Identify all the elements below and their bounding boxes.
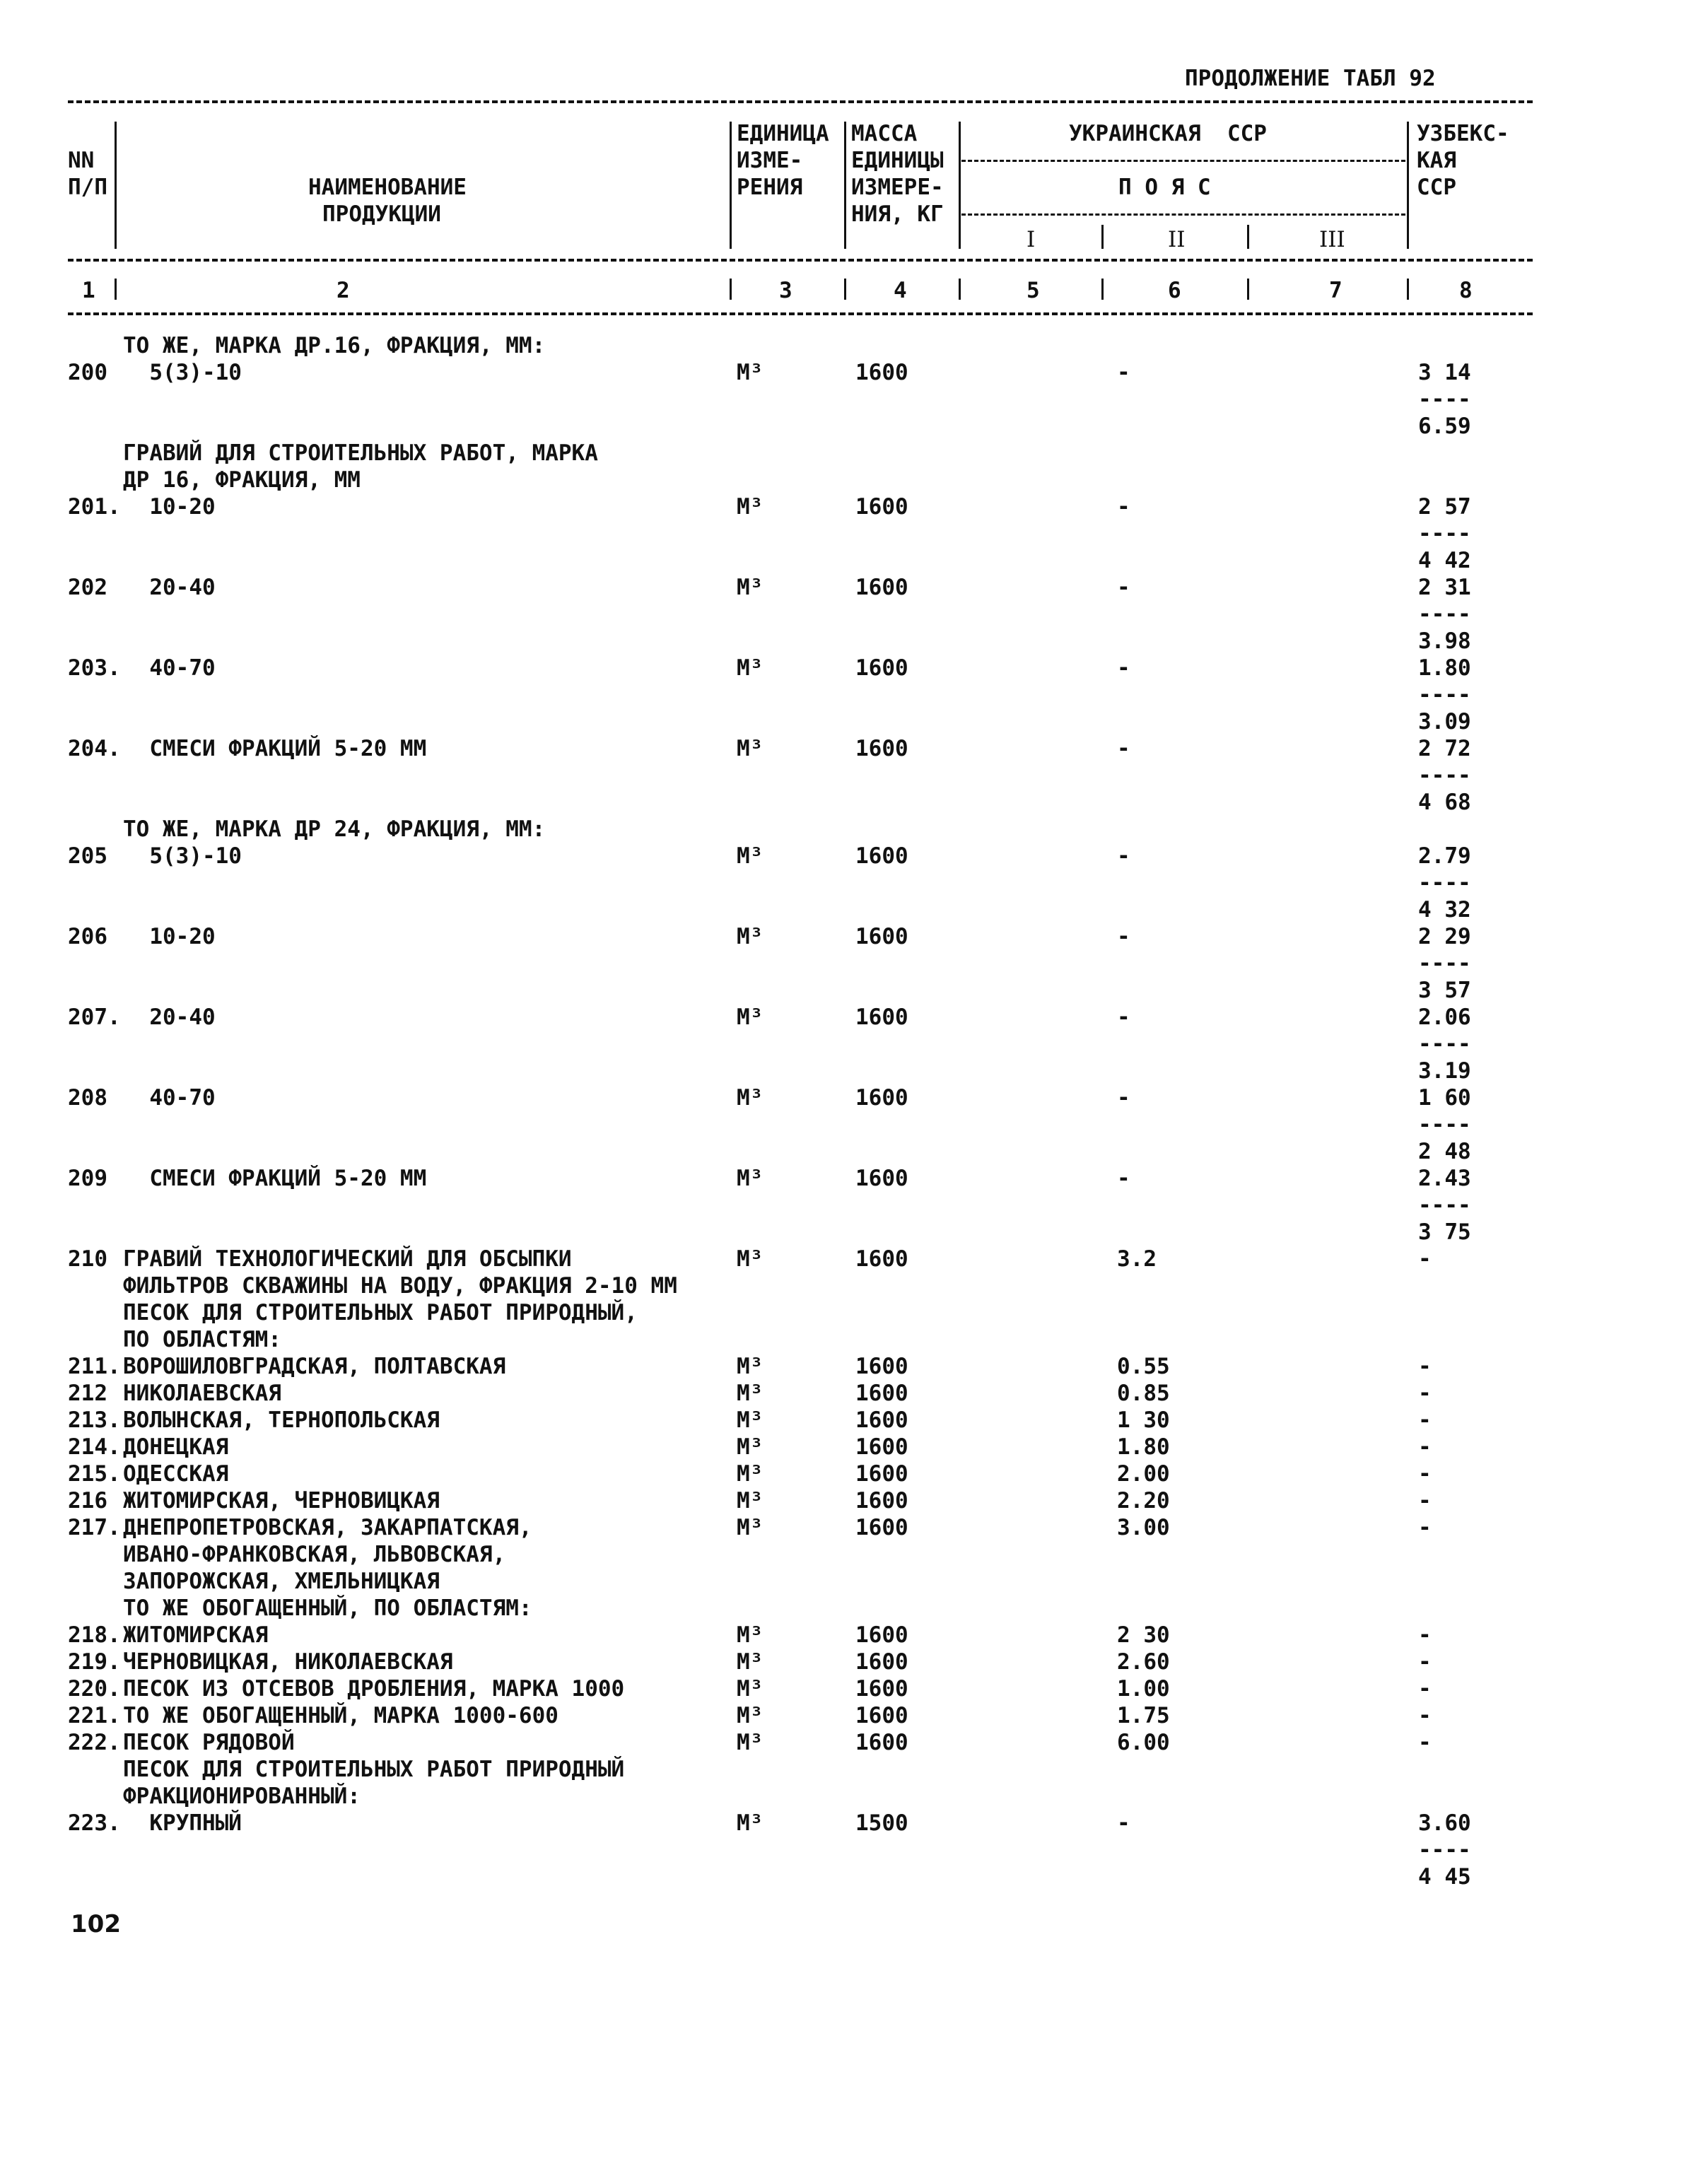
column-number-rule <box>68 312 1533 315</box>
header-divider-zone-1 <box>1101 225 1104 249</box>
header-top-rule <box>68 100 1533 103</box>
row-uzbek-value: 4 32 <box>1418 897 1471 923</box>
row-number: 206 <box>68 924 107 949</box>
row-number: 200 <box>68 360 107 385</box>
row-zone-value: - <box>1117 924 1130 949</box>
col-number-5: 5 <box>1026 278 1040 303</box>
row-product-name: 20-40 <box>123 1005 216 1030</box>
row-product-name: ЖИТОМИРСКАЯ <box>123 1622 269 1648</box>
header-zone-1: I <box>1026 227 1036 252</box>
row-zone-value: 2.20 <box>1117 1488 1170 1514</box>
header-poyas: П О Я С <box>1118 175 1211 200</box>
row-product-name: ДР 16, ФРАКЦИЯ, ММ <box>123 467 361 493</box>
continuation-label: ПРОДОЛЖЕНИЕ ТАБЛ 92 <box>1185 66 1436 91</box>
row-uzbek-value: - <box>1418 1407 1432 1433</box>
row-product-name: СМЕСИ ФРАКЦИЙ 5-20 ММ <box>123 736 427 761</box>
row-number: 215. <box>68 1461 121 1487</box>
row-uzbek-value: 2 48 <box>1418 1139 1471 1164</box>
row-number: 201. <box>68 494 121 520</box>
row-unit: М³ <box>737 360 764 385</box>
header-divider-4 <box>959 122 961 249</box>
row-product-name: ВОРОШИЛОВГРАДСКАЯ, ПОЛТАВСКАЯ <box>123 1354 506 1379</box>
row-uzbek-value: ---- <box>1418 763 1471 788</box>
row-number: 207. <box>68 1005 121 1030</box>
header-pp: П/П <box>68 175 107 200</box>
row-uzbek-value: - <box>1418 1515 1432 1540</box>
row-uzbek-value: - <box>1418 1622 1432 1648</box>
row-zone-value: - <box>1117 1166 1130 1191</box>
row-number: 211. <box>68 1354 121 1379</box>
row-zone-value: 1.80 <box>1117 1434 1170 1460</box>
col-number-divider-4 <box>959 279 961 300</box>
row-unit: М³ <box>737 1488 764 1514</box>
row-unit: М³ <box>737 1649 764 1675</box>
row-uzbek-value: - <box>1418 1703 1432 1728</box>
row-mass: 1600 <box>855 655 908 681</box>
row-number: 203. <box>68 655 121 681</box>
row-zone-value: - <box>1117 655 1130 681</box>
row-mass: 1600 <box>855 1166 908 1191</box>
header-uzbek-1: УЗБЕКС- <box>1417 121 1509 146</box>
row-product-name: 5(3)-10 <box>123 843 242 869</box>
row-uzbek-value: ---- <box>1418 1837 1471 1863</box>
row-product-name: ДОНЕЦКАЯ <box>123 1434 229 1460</box>
row-number: 213. <box>68 1407 121 1433</box>
header-zone-3: III <box>1319 227 1345 252</box>
row-number: 208 <box>68 1085 107 1111</box>
row-zone-value: - <box>1117 494 1130 520</box>
row-uzbek-value: 3.09 <box>1418 709 1471 734</box>
row-zone-value: - <box>1117 360 1130 385</box>
row-uzbek-value: ---- <box>1418 602 1471 627</box>
row-product-name: ЗАПОРОЖСКАЯ, ХМЕЛЬНИЦКАЯ <box>123 1569 440 1594</box>
row-uzbek-value: ---- <box>1418 387 1471 412</box>
row-uzbek-value: 2.79 <box>1418 843 1471 869</box>
row-uzbek-value: - <box>1418 1488 1432 1514</box>
row-unit: М³ <box>737 924 764 949</box>
row-product-name: НИКОЛАЕВСКАЯ <box>123 1381 281 1406</box>
row-uzbek-value: 4 45 <box>1418 1864 1471 1890</box>
row-unit: М³ <box>737 1622 764 1648</box>
col-number-8: 8 <box>1459 278 1473 303</box>
row-product-name: ТО ЖЕ, МАРКА ДР 24, ФРАКЦИЯ, ММ: <box>123 816 546 842</box>
col-number-4: 4 <box>894 278 907 303</box>
col-number-2: 2 <box>337 278 350 303</box>
row-product-name: ГРАВИЙ ДЛЯ СТРОИТЕЛЬНЫХ РАБОТ, МАРКА <box>123 440 598 466</box>
row-unit: М³ <box>737 575 764 600</box>
row-unit: М³ <box>737 1461 764 1487</box>
row-product-name: ЧЕРНОВИЦКАЯ, НИКОЛАЕВСКАЯ <box>123 1649 453 1675</box>
row-product-name: 10-20 <box>123 924 216 949</box>
row-mass: 1600 <box>855 1461 908 1487</box>
row-unit: М³ <box>737 655 764 681</box>
row-product-name: ФРАКЦИОНИРОВАННЫЙ: <box>123 1784 361 1809</box>
row-uzbek-value: ---- <box>1418 682 1471 708</box>
row-number: 221. <box>68 1703 121 1728</box>
row-mass: 1600 <box>855 843 908 869</box>
row-product-name: КРУПНЫЙ <box>123 1810 242 1836</box>
row-unit: М³ <box>737 736 764 761</box>
row-uzbek-value: 1.80 <box>1418 655 1471 681</box>
col-number-1: 1 <box>82 278 95 303</box>
row-uzbek-value: - <box>1418 1676 1432 1702</box>
row-unit: М³ <box>737 494 764 520</box>
row-mass: 1600 <box>855 575 908 600</box>
row-mass: 1600 <box>855 736 908 761</box>
header-mass-4: НИЯ, КГ <box>851 201 944 227</box>
col-number-divider-3 <box>844 279 846 300</box>
row-mass: 1600 <box>855 1676 908 1702</box>
row-number: 210 <box>68 1246 107 1272</box>
row-number: 214. <box>68 1434 121 1460</box>
row-zone-value: 2 30 <box>1117 1622 1170 1648</box>
row-uzbek-value: ---- <box>1418 951 1471 976</box>
row-uzbek-value: 2 29 <box>1418 924 1471 949</box>
row-product-name: ТО ЖЕ ОБОГАЩЕННЫЙ, ПО ОБЛАСТЯМ: <box>123 1596 532 1621</box>
row-mass: 1600 <box>855 1488 908 1514</box>
row-zone-value: 3.2 <box>1117 1246 1157 1272</box>
row-unit: М³ <box>737 1730 764 1755</box>
col-number-divider-6 <box>1247 279 1249 300</box>
row-uzbek-value: - <box>1418 1649 1432 1675</box>
row-unit: М³ <box>737 1381 764 1406</box>
row-uzbek-value: 3 14 <box>1418 360 1471 385</box>
row-uzbek-value: - <box>1418 1246 1432 1272</box>
row-zone-value: - <box>1117 1810 1130 1836</box>
row-zone-value: 2.60 <box>1117 1649 1170 1675</box>
row-unit: М³ <box>737 1810 764 1836</box>
row-uzbek-value: 3.60 <box>1418 1810 1471 1836</box>
row-mass: 1600 <box>855 1434 908 1460</box>
col-number-3: 3 <box>779 278 792 303</box>
row-product-name: 20-40 <box>123 575 216 600</box>
row-product-name: 40-70 <box>123 1085 216 1111</box>
row-uzbek-value: - <box>1418 1461 1432 1487</box>
row-number: 223. <box>68 1810 121 1836</box>
row-zone-value: - <box>1117 575 1130 600</box>
header-unit-3: РЕНИЯ <box>737 175 803 200</box>
row-product-name: ПО ОБЛАСТЯМ: <box>123 1327 281 1352</box>
row-product-name: ЖИТОМИРСКАЯ, ЧЕРНОВИЦКАЯ <box>123 1488 440 1514</box>
row-uzbek-value: ---- <box>1418 521 1471 546</box>
header-divider-2 <box>730 122 732 249</box>
row-product-name: ИВАНО-ФРАНКОВСКАЯ, ЛЬВОВСКАЯ, <box>123 1542 506 1567</box>
row-product-name: ПЕСОК ДЛЯ СТРОИТЕЛЬНЫХ РАБОТ ПРИРОДНЫЙ, <box>123 1300 638 1325</box>
row-product-name: СМЕСИ ФРАКЦИЙ 5-20 ММ <box>123 1166 427 1191</box>
row-zone-value: 6.00 <box>1117 1730 1170 1755</box>
header-mass-3: ИЗМЕРЕ- <box>851 175 944 200</box>
header-divider-3 <box>844 122 846 249</box>
row-uzbek-value: 3 57 <box>1418 978 1471 1003</box>
ukraine-rule <box>961 160 1405 162</box>
row-number: 219. <box>68 1649 121 1675</box>
header-unit-1: ЕДИНИЦА <box>737 121 829 146</box>
row-uzbek-value: ---- <box>1418 1193 1471 1218</box>
row-mass: 1600 <box>855 1246 908 1272</box>
row-uzbek-value: - <box>1418 1354 1432 1379</box>
col-number-divider-5 <box>1101 279 1104 300</box>
row-unit: М³ <box>737 843 764 869</box>
header-nn: NN <box>68 148 95 173</box>
row-mass: 1600 <box>855 494 908 520</box>
row-product-name: ОДЕССКАЯ <box>123 1461 229 1487</box>
row-uzbek-value: - <box>1418 1730 1432 1755</box>
row-mass: 1600 <box>855 1703 908 1728</box>
row-number: 212 <box>68 1381 107 1406</box>
row-unit: М³ <box>737 1515 764 1540</box>
row-mass: 1600 <box>855 1649 908 1675</box>
row-uzbek-value: 2 31 <box>1418 575 1471 600</box>
row-unit: М³ <box>737 1246 764 1272</box>
row-uzbek-value: ---- <box>1418 1031 1471 1057</box>
row-zone-value: 1.75 <box>1117 1703 1170 1728</box>
col-number-7: 7 <box>1329 278 1343 303</box>
row-mass: 1500 <box>855 1810 908 1836</box>
row-zone-value: 1 30 <box>1117 1407 1170 1433</box>
row-product-name: 5(3)-10 <box>123 360 242 385</box>
row-uzbek-value: 4 42 <box>1418 548 1471 573</box>
row-unit: М³ <box>737 1407 764 1433</box>
row-zone-value: - <box>1117 1005 1130 1030</box>
row-product-name: ТО ЖЕ, МАРКА ДР.16, ФРАКЦИЯ, ММ: <box>123 333 546 358</box>
col-number-6: 6 <box>1168 278 1181 303</box>
header-divider-zone-2 <box>1247 225 1249 249</box>
header-mass-2: ЕДИНИЦЫ <box>851 148 944 173</box>
row-zone-value: 3.00 <box>1117 1515 1170 1540</box>
header-divider-5 <box>1407 122 1409 249</box>
row-uzbek-value: 4 68 <box>1418 790 1471 815</box>
header-name-1: НАИМЕНОВАНИЕ <box>308 175 467 200</box>
header-uzbek-3: ССР <box>1417 175 1456 200</box>
row-number: 217. <box>68 1515 121 1540</box>
row-uzbek-value: ---- <box>1418 1112 1471 1137</box>
row-uzbek-value: - <box>1418 1434 1432 1460</box>
row-mass: 1600 <box>855 1354 908 1379</box>
row-uzbek-value: 3 75 <box>1418 1219 1471 1245</box>
row-product-name: ПЕСОК ИЗ ОТСЕВОВ ДРОБЛЕНИЯ, МАРКА 1000 <box>123 1676 625 1702</box>
row-uzbek-value: - <box>1418 1381 1432 1406</box>
row-zone-value: 0.55 <box>1117 1354 1170 1379</box>
page-number: 102 <box>71 1910 121 1938</box>
row-mass: 1600 <box>855 924 908 949</box>
row-uzbek-value: 2.06 <box>1418 1005 1471 1030</box>
row-unit: М³ <box>737 1166 764 1191</box>
row-zone-value: - <box>1117 736 1130 761</box>
row-unit: М³ <box>737 1354 764 1379</box>
header-ukraine: УКРАИНСКАЯ ССР <box>1069 121 1267 146</box>
row-number: 204. <box>68 736 121 761</box>
header-divider-1 <box>115 122 117 249</box>
row-unit: М³ <box>737 1434 764 1460</box>
row-unit: М³ <box>737 1676 764 1702</box>
row-uzbek-value: 3.98 <box>1418 628 1471 654</box>
header-mass-1: МАССА <box>851 121 918 146</box>
row-product-name: 10-20 <box>123 494 216 520</box>
row-mass: 1600 <box>855 1381 908 1406</box>
header-zone-2: II <box>1168 227 1186 252</box>
row-number: 205 <box>68 843 107 869</box>
row-mass: 1600 <box>855 1730 908 1755</box>
row-number: 222. <box>68 1730 121 1755</box>
row-mass: 1600 <box>855 1085 908 1111</box>
row-mass: 1600 <box>855 1622 908 1648</box>
row-product-name: ФИЛЬТРОВ СКВАЖИНЫ НА ВОДУ, ФРАКЦИЯ 2-10 ММ <box>123 1273 677 1299</box>
row-product-name: ВОЛЫНСКАЯ, ТЕРНОПОЛЬСКАЯ <box>123 1407 440 1433</box>
header-bottom-rule <box>68 259 1533 262</box>
row-product-name: ТО ЖЕ ОБОГАЩЕННЫЙ, МАРКА 1000-600 <box>123 1703 558 1728</box>
row-zone-value: - <box>1117 843 1130 869</box>
row-uzbek-value: 1 60 <box>1418 1085 1471 1111</box>
row-product-name: ДНЕПРОПЕТРОВСКАЯ, ЗАКАРПАТСКАЯ, <box>123 1515 532 1540</box>
poyas-rule <box>961 213 1405 216</box>
row-zone-value: 1.00 <box>1117 1676 1170 1702</box>
row-number: 202 <box>68 575 107 600</box>
row-zone-value: 2.00 <box>1117 1461 1170 1487</box>
col-number-divider-2 <box>730 279 732 300</box>
row-product-name: ГРАВИЙ ТЕХНОЛОГИЧЕСКИЙ ДЛЯ ОБСЫПКИ <box>123 1246 572 1272</box>
row-zone-value: 0.85 <box>1117 1381 1170 1406</box>
row-number: 209 <box>68 1166 107 1191</box>
row-mass: 1600 <box>855 1407 908 1433</box>
row-number: 220. <box>68 1676 121 1702</box>
row-uzbek-value: 6.59 <box>1418 414 1471 439</box>
row-product-name: ПЕСОК РЯДОВОЙ <box>123 1730 295 1755</box>
row-uzbek-value: 2.43 <box>1418 1166 1471 1191</box>
header-unit-2: ИЗМЕ- <box>737 148 803 173</box>
row-mass: 1600 <box>855 1515 908 1540</box>
row-uzbek-value: ---- <box>1418 870 1471 896</box>
col-number-divider-7 <box>1407 279 1409 300</box>
row-mass: 1600 <box>855 1005 908 1030</box>
row-unit: М³ <box>737 1005 764 1030</box>
row-zone-value: - <box>1117 1085 1130 1111</box>
row-uzbek-value: 2 72 <box>1418 736 1471 761</box>
row-mass: 1600 <box>855 360 908 385</box>
header-uzbek-2: КАЯ <box>1417 148 1456 173</box>
row-uzbek-value: 3.19 <box>1418 1058 1471 1084</box>
row-number: 216 <box>68 1488 107 1514</box>
row-unit: М³ <box>737 1703 764 1728</box>
row-number: 218. <box>68 1622 121 1648</box>
row-product-name: ПЕСОК ДЛЯ СТРОИТЕЛЬНЫХ РАБОТ ПРИРОДНЫЙ <box>123 1757 625 1782</box>
row-unit: М³ <box>737 1085 764 1111</box>
col-number-divider-1 <box>115 279 117 300</box>
row-product-name: 40-70 <box>123 655 216 681</box>
header-name-2: ПРОДУКЦИИ <box>322 201 441 227</box>
row-uzbek-value: 2 57 <box>1418 494 1471 520</box>
